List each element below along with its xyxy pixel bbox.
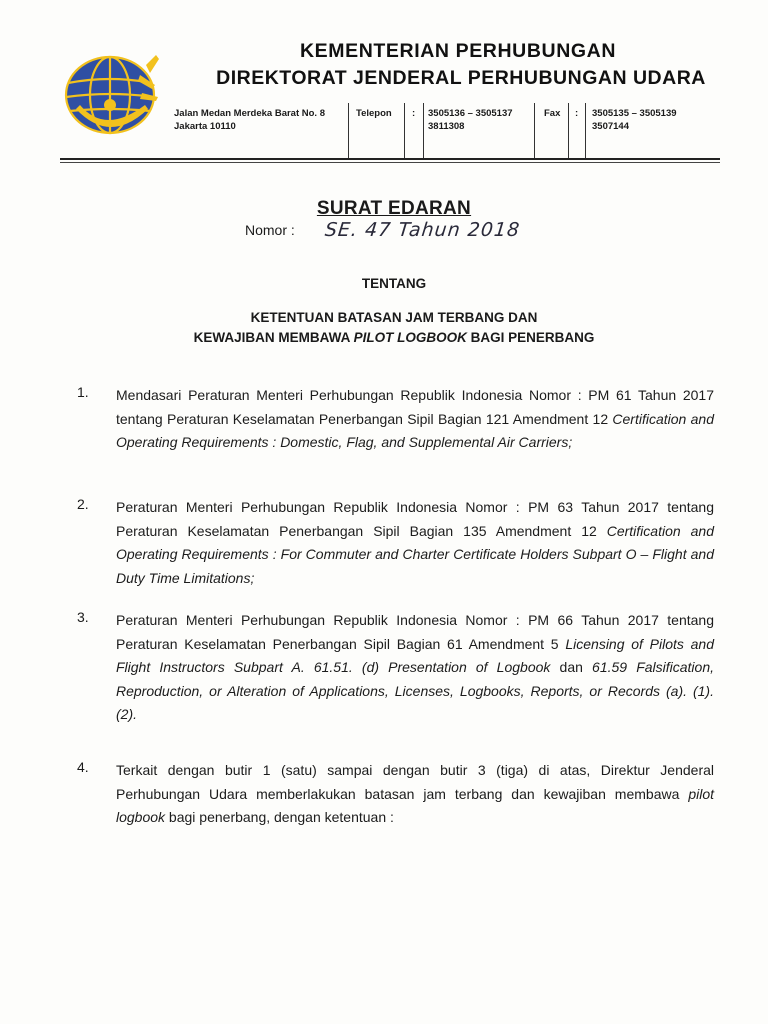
subject-line-2-emphasis: PILOT LOGBOOK (353, 330, 467, 345)
fax-line-2: 3507144 (592, 121, 629, 132)
text-segment: Mendasari Peraturan Menteri Perhubungan Republik Indonesia Nomor : PM 61 Tahun 2017 tentang Peraturan Keselamatan Penerbangan Sipil Bagian 121 Amendment 12 (116, 387, 714, 427)
ministry-name: KEMENTERIAN PERHUBUNGAN (299, 40, 617, 62)
list-item-text (116, 609, 714, 727)
phone-line-1: 3505136 – 3505137 (428, 108, 513, 119)
contact-divider (423, 103, 424, 159)
address-line-2: Jakarta 10110 (174, 121, 236, 132)
directorate-name: DIREKTORAT JENDERAL PERHUBUNGAN UDARA (216, 67, 706, 89)
text-segment-italic: pilot logbook (116, 785, 714, 825)
phone-colon: : (412, 108, 416, 119)
letterhead-rule (60, 158, 720, 160)
list-item-text (116, 759, 714, 830)
globe-wing-emblem-icon (60, 45, 160, 145)
text-segment: Peraturan Menteri Perhubungan Republik Indonesia Nomor : PM 63 Tahun 2017 tentang Peraturan Keselamatan Penerbangan Sipil Bagian 135 Amendment 12 (116, 499, 714, 539)
document-title: SURAT EDARAN (316, 198, 472, 219)
list-item-number: 4. (77, 759, 89, 775)
nomor-handwritten-value: SE. 47 Tahun 2018 (323, 219, 522, 241)
phone-label: Telepon (356, 108, 392, 119)
fax-line-1: 3505135 – 3505139 (592, 108, 677, 119)
text-segment-italic: 61.59 Falsification, Reproduction, or Alteration of Applications, Licenses, Logbooks, Reports, or Records (a). (1). (2). (116, 659, 715, 722)
tentang-heading: TENTANG (361, 276, 427, 291)
subject-line-2 (0, 328, 768, 348)
fax-numbers (592, 103, 702, 159)
list-item-number: 1. (77, 384, 89, 400)
contact-divider (568, 103, 569, 159)
text-segment: bagi penerbang, dengan ketentuan : (165, 809, 394, 825)
text-segment: Peraturan Menteri Perhubungan Republik Indonesia Nomor : PM 66 Tahun 2017 tentang Peraturan Keselamatan Penerbangan Sipil Bagian 61 Amendment 5 (116, 612, 714, 652)
contact-divider (348, 103, 349, 159)
nomor-label: Nomor : (245, 222, 295, 238)
address-line-1: Jalan Medan Merdeka Barat No. 8 (174, 108, 325, 119)
list-item-text (116, 384, 714, 455)
subject-line-1: KETENTUAN BATASAN JAM TERBANG DAN (250, 310, 538, 325)
text-segment-italic: Certification and Operating Requirements : For Commuter and Charter Certificate Holders Subpart O – Flight and Duty Time Limitations; (116, 522, 714, 586)
contact-divider (585, 103, 586, 159)
letterhead-rule-thin (60, 162, 720, 163)
list-item-number: 3. (77, 609, 89, 625)
subject-line-2-start: KEWAJIBAN MEMBAWA (193, 330, 354, 345)
contact-divider (534, 103, 535, 159)
list-item-text (116, 496, 714, 590)
text-segment-italic: Licensing of Pilots and Flight Instructors Subpart A. 61.51. (d) Presentation of Logbook (116, 635, 714, 675)
fax-colon: : (575, 108, 579, 119)
address (174, 103, 346, 159)
list-item-number: 2. (77, 496, 89, 512)
contact-divider (404, 103, 405, 159)
subject-heading (0, 308, 768, 348)
subject-line-2-end: BAGI PENERBANG (466, 330, 595, 345)
fax-label: Fax (544, 108, 561, 119)
text-segment-italic: Certification and Operating Requirements : Domestic, Flag, and Supplemental Air Carriers; (116, 410, 714, 450)
phone-line-2: 3811308 (428, 121, 465, 132)
text-segment: Terkait dengan butir 1 (satu) sampai dengan butir 3 (tiga) di atas, Direktur Jenderal Perhubungan Udara memberlakukan batasan jam terbang dan kewajiban membawa (116, 762, 714, 802)
text-segment: dan (550, 659, 593, 675)
phone-numbers (428, 103, 532, 159)
